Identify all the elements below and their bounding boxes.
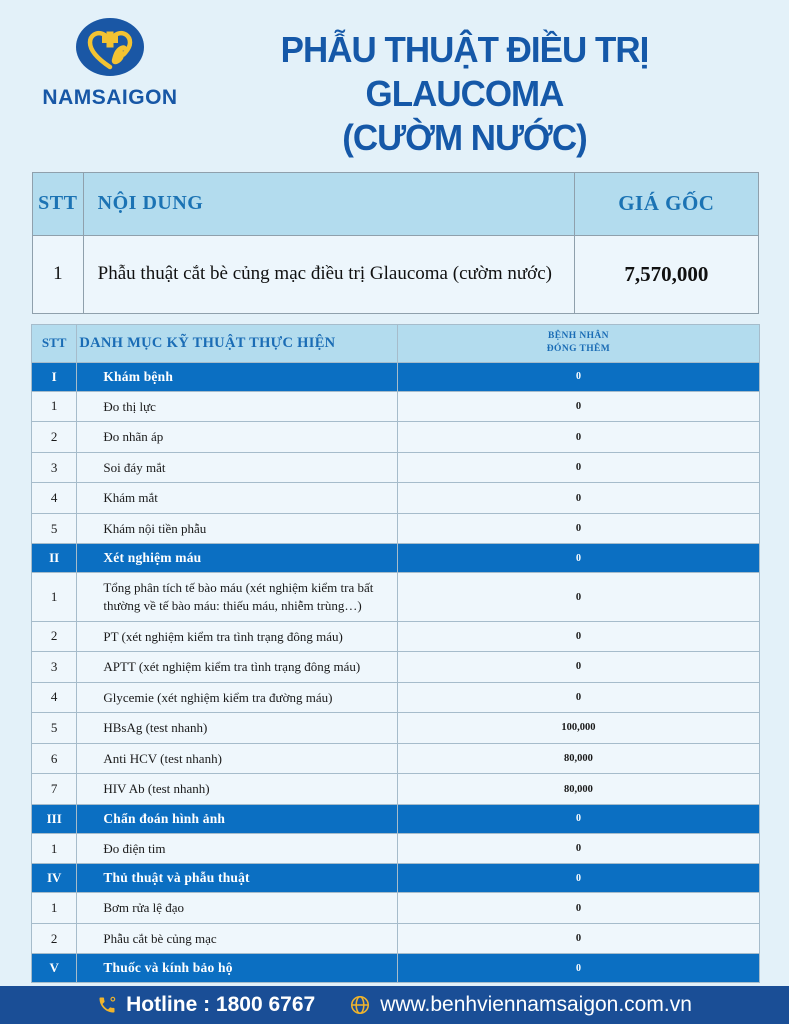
brand-block [40, 14, 180, 110]
section-row [32, 544, 760, 573]
cell-name: Phẫu cắt bè củng mạc [77, 923, 398, 954]
cell-value: 0 [397, 652, 759, 683]
cell-name: Tổng phân tích tế bào máu (xét nghiệm kiểm tra bất thường về tế bào máu: thiếu máu, nhiễm trùng…) [77, 573, 398, 621]
table-row [32, 774, 760, 805]
cell-stt: III [32, 804, 77, 833]
detail-table [31, 324, 760, 984]
table-row [32, 713, 760, 744]
detail-header-value-line2: ĐÓNG THÊM [546, 344, 611, 355]
table-row [32, 391, 760, 422]
cell-value: 0 [397, 513, 759, 544]
footer [0, 986, 789, 1024]
phone-icon [97, 995, 117, 1015]
cell-stt: 1 [32, 833, 77, 864]
cell-name: APTT (xét nghiệm kiểm tra tình trạng đông máu) [77, 652, 398, 683]
table-row [32, 452, 760, 483]
cell-value: 0 [397, 544, 759, 573]
price-header-content: NỘI DUNG [83, 172, 574, 235]
section-row [32, 864, 760, 893]
cell-name: Thuốc và kính bảo hộ [77, 954, 398, 983]
cell-value: 80,000 [397, 774, 759, 805]
cell-value: 0 [397, 483, 759, 514]
cell-stt: 3 [32, 652, 77, 683]
cell-stt: 5 [32, 713, 77, 744]
cell-name: Soi đáy mắt [77, 452, 398, 483]
price-table [32, 172, 759, 314]
price-table-header-row [33, 172, 759, 235]
table-row [32, 513, 760, 544]
cell-value: 0 [397, 573, 759, 621]
cell-name: Khám nội tiền phẫu [77, 513, 398, 544]
cell-name: Khám mắt [77, 483, 398, 514]
cell-stt: 4 [32, 682, 77, 713]
cell-stt: 5 [32, 513, 77, 544]
table-row [32, 422, 760, 453]
detail-header-stt: STT [32, 324, 77, 362]
cell-value: 0 [397, 923, 759, 954]
cell-price: 7,570,000 [574, 235, 758, 313]
cell-stt: 1 [32, 893, 77, 924]
header [0, 0, 789, 160]
title-line-2: (CƯỜM NƯỚC) [342, 116, 587, 158]
cell-stt: 2 [32, 621, 77, 652]
cell-name: Chẩn đoán hình ảnh [77, 804, 398, 833]
hotline[interactable] [97, 993, 315, 1017]
cell-value: 0 [397, 621, 759, 652]
cell-value: 80,000 [397, 743, 759, 774]
cell-value: 100,000 [397, 713, 759, 744]
section-row [32, 954, 760, 983]
cell-stt: V [32, 954, 77, 983]
title-line-1: PHẪU THUẬT ĐIỀU TRỊ GLAUCOMA [280, 29, 649, 114]
table-row [32, 483, 760, 514]
cell-name: Phẫu thuật cắt bè củng mạc điều trị Glaucoma (cườm nước) [83, 235, 574, 313]
cell-value: 0 [397, 864, 759, 893]
cell-name: Bơm rửa lệ đạo [77, 893, 398, 924]
hotline-label: Hotline : 1800 6767 [126, 993, 316, 1016]
cell-stt: I [32, 362, 77, 391]
table-row [32, 573, 760, 621]
cell-name: Đo nhãn áp [77, 422, 398, 453]
table-row [32, 743, 760, 774]
page-title [189, 28, 741, 160]
table-row [32, 893, 760, 924]
detail-header-value-line1: BỆNH NHÂN [548, 330, 609, 341]
detail-table-header-row [32, 324, 760, 362]
cell-value: 0 [397, 452, 759, 483]
detail-header-value [397, 324, 759, 362]
globe-icon [349, 994, 371, 1016]
cell-value: 0 [397, 391, 759, 422]
cell-stt: 1 [32, 573, 77, 621]
table-row [32, 652, 760, 683]
cell-name: Đo thị lực [77, 391, 398, 422]
table-row [32, 621, 760, 652]
cell-stt: 1 [33, 235, 84, 313]
cell-value: 0 [397, 954, 759, 983]
cell-value: 0 [397, 362, 759, 391]
cell-name: Thủ thuật và phẫu thuật [77, 864, 398, 893]
cell-stt: 2 [32, 923, 77, 954]
price-header-price: GIÁ GỐC [574, 172, 758, 235]
cell-name: Anti HCV (test nhanh) [77, 743, 398, 774]
table-row [32, 682, 760, 713]
brand-name: NAMSAIGON [42, 86, 178, 109]
hospital-logo-icon [68, 14, 152, 84]
cell-name: Đo điện tim [77, 833, 398, 864]
cell-stt: II [32, 544, 77, 573]
section-row [32, 362, 760, 391]
cell-value: 0 [397, 833, 759, 864]
cell-name: Khám bệnh [77, 362, 398, 391]
cell-name: HBsAg (test nhanh) [77, 713, 398, 744]
cell-stt: 4 [32, 483, 77, 514]
cell-value: 0 [397, 682, 759, 713]
website-link[interactable] [349, 993, 692, 1017]
cell-name: HIV Ab (test nhanh) [77, 774, 398, 805]
price-header-stt: STT [33, 172, 84, 235]
section-row [32, 804, 760, 833]
website-label: www.benhviennamsaigon.com.vn [380, 993, 692, 1016]
cell-stt: 6 [32, 743, 77, 774]
cell-stt: IV [32, 864, 77, 893]
detail-table-body [32, 362, 760, 983]
cell-value: 0 [397, 893, 759, 924]
table-row [32, 833, 760, 864]
table-row [32, 923, 760, 954]
cell-stt: 3 [32, 452, 77, 483]
detail-header-name: DANH MỤC KỸ THUẬT THỰC HIỆN [77, 324, 398, 362]
cell-stt: 1 [32, 391, 77, 422]
cell-value: 0 [397, 422, 759, 453]
cell-stt: 2 [32, 422, 77, 453]
table-row [33, 235, 759, 313]
cell-stt: 7 [32, 774, 77, 805]
cell-name: Glycemie (xét nghiệm kiểm tra đường máu) [77, 682, 398, 713]
cell-name: PT (xét nghiệm kiểm tra tình trạng đông máu) [77, 621, 398, 652]
cell-value: 0 [397, 804, 759, 833]
cell-name: Xét nghiệm máu [77, 544, 398, 573]
